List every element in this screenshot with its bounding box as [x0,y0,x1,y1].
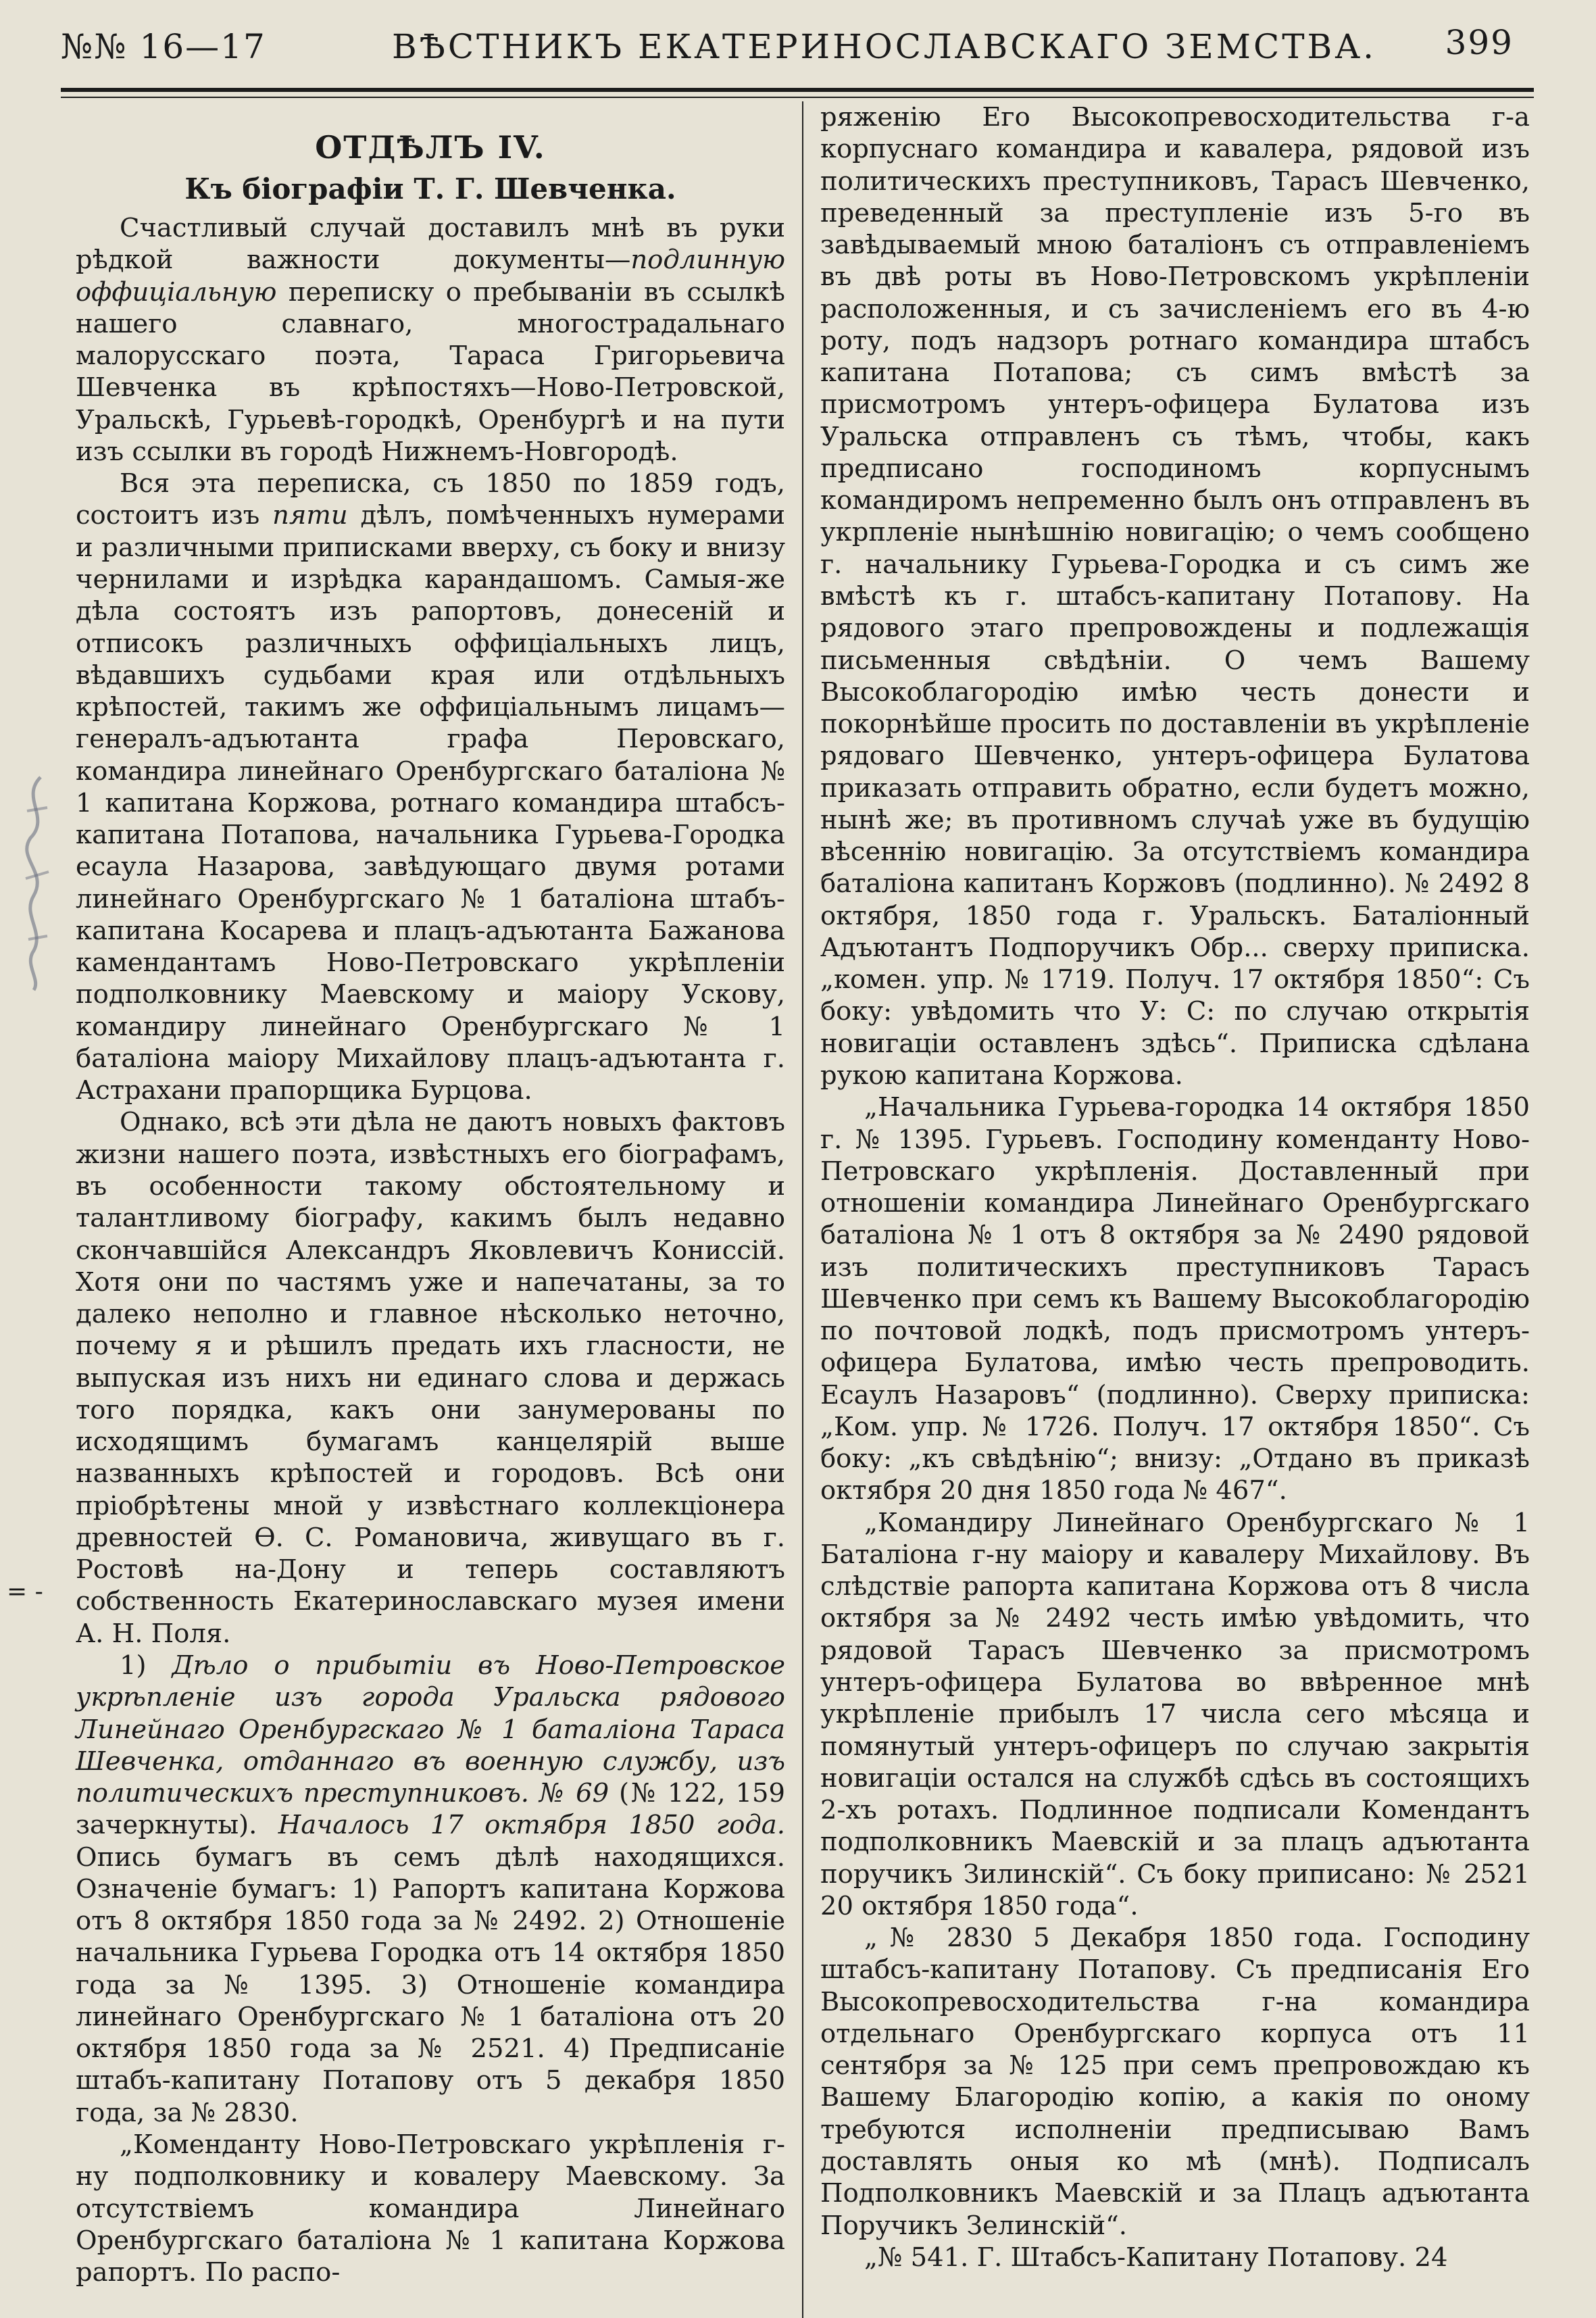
paragraph: „№ 2830 5 Декабря 1850 года. Господину штабсъ-капитану Потапову. Съ предписанія Его Высокопревосходительства г-на командира отдельнаго Оренбургскаго корпуса отъ 11 сентября за № 125 при семъ препровождаю къ Вашему Благородію копію, а какія по оному требуются исполненіи предписываю Вамъ доставлять оныя ко мѣ (мнѣ). Подписалъ Подполковникъ Маевскій и за Плацъ адъютанта Поручикъ Зелинскій“. [820,1923,1530,2241]
article-title: Къ біографіи Т. Г. Шевченка. [184,172,676,206]
right-column [820,101,1530,2273]
section-title: ОТДѢЛЪ IV. [315,129,546,166]
header-rule-thick [61,88,1534,92]
paragraph: „№ 541. Г. Штабсъ-Капитану Потапову. 24 [864,2242,1448,2273]
margin-mark: = - [7,1578,43,1606]
document-entry: 1) Дѣло о прибытіи въ Ново-Петровское укрѣпленіе изъ города Уральска рядового Линейнаго Оренбургскаго № 1 баталіона Тараса Шевченка, отданнаго въ военную службу, изъ политическихъ преступниковъ. № 69 (№ 122, 159 зачеркнуты). Началось 17 октября 1850 года. Опись бумагъ въ семъ дѣлѣ находящихся. Означеніе бумагъ: 1) Рапортъ капитана Коржова отъ 8 октября 1850 года за № 2492. 2) Отношеніе начальника Гурьева Городка отъ 14 октября 1850 года за № 1395. 3) Отношеніе командира линейнаго Оренбургскаго № 1 баталіона отъ 20 октября 1850 года за № 2521. 4) Предписаніе штабъ-капитану Потапову отъ 5 декабря 1850 года, за № 2830. [76,1650,786,2128]
paragraph: Вся эта переписка, съ 1850 по 1859 годъ, состоитъ изъ пяти дѣлъ, помѣченныхъ нумерами и различными приписками вверху, съ боку и внизу чернилами и изрѣдка карандашомъ. Самыя-же дѣла состоятъ изъ рапортовъ, донесеній и отписокъ различныхъ оффиціальныхъ лицъ, вѣдавшихъ судьбами края или отдѣльныхъ крѣпостей, такимъ же оффиціальнымъ лицамъ—генералъ-адъютанта графа Перовскаго, командира линейнаго Оренбургскаго баталіона № 1 капитана Коржова, ротнаго командира штабсъ-капитана Потапова, начальника Гурьева-Городка есаула Назарова, завѣдующаго двумя ротами линейнаго Оренбургскаго № 1 баталіона штабъ-капитана Косарева и плацъ-адъютанта Бажанова камендантамъ Ново-Петровскаго укрѣпленіи подполковнику Маевскому и маіору Ускову, командиру линейнаго Оренбургскаго № 1 баталіона маіору Михайлову плацъ-адъютанта г. Астрахани прапорщика Бурцова. [76,468,785,1106]
paragraph: „Коменданту Ново-Петровскаго укрѣпленія г-ну подполковнику и ковалеру Маевскому. За отсутствіемъ командира Линейнаго Оренбургскаго баталіона № 1 капитана Коржова рапортъ. По распо- [76,2129,785,2288]
paragraph: „Командиру Линейнаго Оренбургскаго № 1 Баталіона г-ну маіору и кавалеру Михайлову. Въ слѣдствіе рапорта капитана Коржова отъ 8 числа октября за № 2492 честь имѣю увѣдомить, что рядовой Тарасъ Шевченко за присмотромъ унтеръ-офицера Булатова во ввѣренное мнѣ укрѣпленіе прибылъ 17 числа сего мѣсяца и помянутый унтеръ-офицеръ по случаю закрытія новигаціи остался на службѣ сдѣсь въ состоящихъ 2-хъ ротахъ. Подлинное подписали Комендантъ подполковникъ Маевскій и за плацъ адъютанта поручикъ Зилинскій“. Съ боку приписано: № 2521 20 октября 1850 года“. [820,1507,1530,1921]
left-column [76,101,785,2288]
paragraph: „Начальника Гурьева-городка 14 октября 1850 г. № 1395. Гурьевъ. Господину коменданту Ново-Петровскаго укрѣпленія. Доставленный при отношеніи командира Линейнаго Оренбургскаго баталіона № 1 отъ 8 октября за № 2490 рядовой изъ политическихъ преступниковъ Тарасъ Шевченко при семъ къ Вашему Высокоблагородію по почтовой лодкѣ, подъ присмотромъ унтеръ-офицера Булатова, имѣю честь препроводить. Есаулъ Назаровъ“ (подлинно). Сверху приписка: „Ком. упр. № 1726. Получ. 17 октября 1850“. Съ боку: „къ свѣдѣнію“; внизу: „Отдано въ приказѣ октября 20 дня 1850 года № 467“. [820,1092,1530,1506]
page-number: 399 [1445,23,1514,62]
handwritten-margin-scribble [14,770,61,993]
page-header [54,20,1527,74]
paragraph: Счастливый случай доставилъ мнѣ въ руки рѣдкой важности документы—подлинную оффиціальную переписку о пребываніи въ ссылкѣ нашего славнаго, многострадальнаго малорусскаго поэта, Тараса Григорьевича Шевченка въ крѣпостяхъ—Ново-Петровской, Уральскѣ, Гурьевѣ-городкѣ, Оренбургѣ и на пути изъ ссылки въ городѣ Нижнемъ-Новгородѣ. [76,213,785,467]
header-rule-thin [61,97,1534,98]
paragraph: Однако, всѣ эти дѣла не даютъ новыхъ фактовъ жизни нашего поэта, извѣстныхъ его біографамъ, въ особенности такому обстоятельному и талантливому біографу, какимъ былъ недавно скончавшійся Александръ Яковлевичъ Кониссій. Хотя они по частямъ уже и напечатаны, за то далеко неполно и главное нѣсколько неточно, почему я и рѣшилъ предать ихъ гласности, не выпуская изъ нихъ ни единаго слова и держась того порядка, какъ они занумерованы по исходящимъ бумагамъ канцелярій выше названныхъ крѣпостей и городовъ. Всѣ они пріобрѣтены мной у извѣстнаго коллекціонера древностей Ѳ. С. Романовича, живущаго въ г. Ростовѣ на-Дону и теперь составляютъ собственность Екатеринославскаго музея имени А. Н. Поля. [76,1107,785,1649]
journal-title: ВѢСТНИКЪ ЕКАТЕРИНОСЛАВСКАГО ЗЕМСТВА. [392,27,1377,66]
paragraph: ряженію Его Высокопревосходительства г-а корпуснаго командира и кавалера, рядовой изъ политическихъ преступниковъ, Тарасъ Шевченко, преведенный за преступленіе изъ 5-го въ завѣдываемый мною баталіонъ съ отправленіемъ въ двѣ роты въ Ново-Петровскомъ укрѣпленіи расположенныя, и съ зачисленіемъ его въ 4-ю роту, подъ надзоръ ротнаго командира штабсъ капитана Потапова; съ симъ вмѣстѣ за присмотромъ унтеръ-офицера Булатова изъ Уральска отправленъ съ тѣмъ, чтобы, какъ предписано господиномъ корпуснымъ командиромъ непременно былъ онъ отправленъ въ укрпленіе нынѣшнію новигацію; о чемъ сообщено г. начальнику Гурьева-Городка и съ симъ же вмѣстѣ къ г. штабсъ-капитану Потапову. На рядового этаго препровождены и подлежащія письменныя свѣдѣніи. О чемъ Вашему Высокоблагородію имѣю честь донести и покорнѣйше просить по доставленіи въ укрѣпленіе рядоваго Шевченко, унтеръ-офицера Булатова приказать отправить обратно, если будетъ можно, нынѣ же; въ противномъ случаѣ уже въ будущію вѣсеннію новигацію. За отсутствіемъ командира баталіона капитанъ Коржовъ (подлинно). № 2492 8 октября, 1850 года г. Уральскъ. Баталіонный Адъютантъ Подпоручикъ Обр... сверху приписка. „комен. упр. № 1719. Получ. 17 октября 1850“: Съ боку: увѣдомить что У: С: по случаю открытія новигаціи оставленъ здѣсь“. Приписка сдѣлана рукою капитана Коржова. [820,102,1530,1091]
issue-number: №№ 16—17 [61,27,266,66]
column-divider [802,101,803,2318]
